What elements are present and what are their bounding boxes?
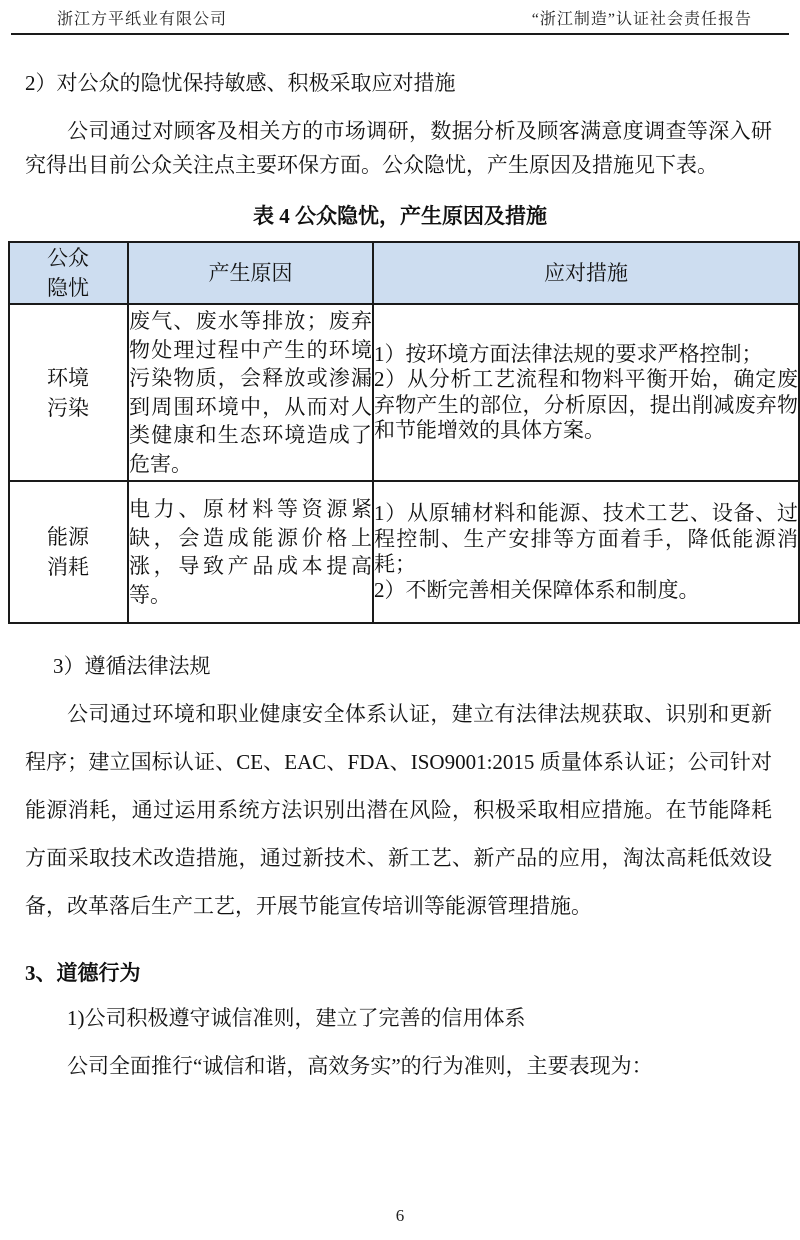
section-public-concern (25, 69, 772, 182)
concern-table (8, 241, 800, 624)
header-cell-measures: 应对措施 (373, 242, 799, 304)
concern-label: 能源消耗 (46, 525, 89, 579)
cell-measures (373, 481, 799, 623)
concern-label: 环境污染 (46, 365, 89, 420)
header-company-name: 浙江方平纸业有限公司 (57, 11, 228, 28)
body-paragraph: 公司通过对顾客及相关方的市场调研，数据分析及顾客满意度调查等深入研究得出目前公众关注点主要环保方面。公众隐忧，产生原因及措施见下表。 (25, 119, 772, 177)
cell-concern (9, 481, 128, 623)
measure-item: 1）按环境方面法律法规的要求严格控制； (374, 341, 763, 366)
header-label-concern: 公众隐忧 (46, 246, 89, 300)
table-caption: 表 4 公众隐忧，产生原因及措施 (253, 204, 547, 228)
section-heading: 3、道德行为 (25, 961, 141, 985)
body-line: 公司全面推行“诚信和谐，高效务实”的行为准则，主要表现为： (67, 1054, 653, 1078)
running-header (0, 0, 800, 33)
header-cell-concern (9, 242, 128, 304)
cell-cause: 废气、废水等排放；废弃物处理过程中产生的环境污染物质，会释放或渗漏到周围环境中，从而对人类健康和生态环境造成了危害。 (128, 304, 373, 481)
subsection-heading: 3）遵循法律法规 (53, 654, 211, 678)
body-line: 1)公司积极遵守诚信准则，建立了完善的信用体系 (67, 1006, 526, 1030)
measure-item: 2）从分析工艺流程和物料平衡开始，确定废弃物产生的部位，分析原因，提出削减废弃物和节能增效的具体方案。 (374, 367, 798, 442)
section-law (25, 652, 772, 930)
table-row (9, 481, 799, 623)
page-number: 6 (395, 1206, 405, 1225)
header-cell-cause: 产生原因 (128, 242, 373, 304)
header-divider (11, 33, 789, 35)
table-row (9, 304, 799, 481)
cell-concern (9, 304, 128, 481)
measure-item: 1）从原辅材料和能源、技术工艺、设备、过程控制、生产安排等方面着手，降低能源消耗； (374, 501, 798, 576)
header-report-title: “浙江制造”认证社会责任报告 (531, 11, 752, 28)
table-header-row (9, 242, 799, 304)
cell-measures (373, 304, 799, 481)
measure-item: 2）不断完善相关保障体系和制度。 (374, 577, 700, 602)
section-moral (25, 959, 772, 1090)
body-paragraph: 公司通过环境和职业健康安全体系认证，建立有法律法规获取、识别和更新程序；建立国标认证、CE、EAC、FDA、ISO9001:2015 质量体系认证；公司针对能源消耗，通过运用系统方法识别出潜在风险，积极采取相应措施。在节能降耗方面采取技术改造措施，通过新技术、新工艺、新产品的应用，淘汰高耗低效设备，改革落后生产工艺，开展节能宣传培训等能源管理措施。 (25, 702, 772, 918)
moral-paragraphs (25, 994, 772, 1090)
cell-cause: 电力、原材料等资源紧缺，会造成能源价格上涨，导致产品成本提高等。 (128, 481, 373, 623)
subsection-heading: 2）对公众的隐忧保持敏感、积极采取应对措施 (25, 71, 456, 95)
